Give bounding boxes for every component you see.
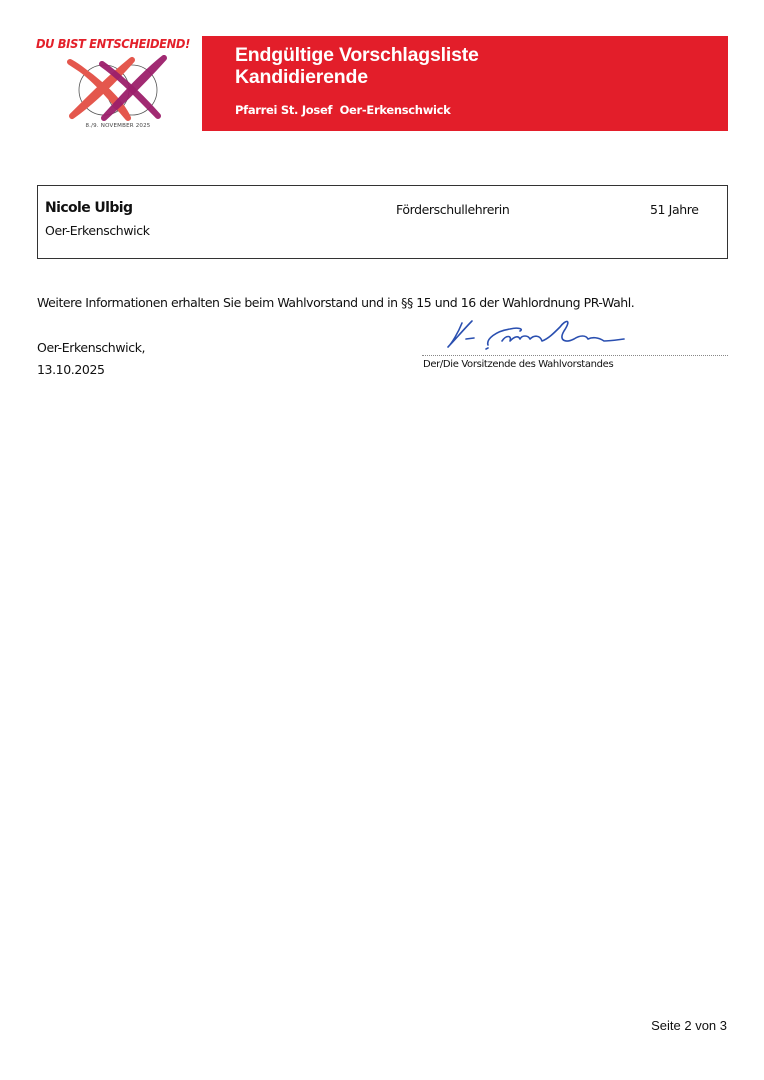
signature-icon <box>440 313 640 355</box>
header-banner <box>202 36 728 131</box>
place-label: Oer-Erkenschwick, <box>37 340 146 355</box>
parish-subtitle: Pfarrei St. Josef Oer-Erkenschwick <box>235 103 451 117</box>
election-logo <box>34 34 202 134</box>
candidate-age: 51 Jahre <box>650 202 699 217</box>
signature-caption: Der/Die Vorsitzende des Wahlvorstandes <box>423 359 614 370</box>
crossed-x-marks-icon <box>62 54 172 124</box>
date-label: 13.10.2025 <box>37 362 105 377</box>
title-line-1: Endgültige Vorschlagsliste <box>235 44 479 66</box>
page-number: Seite 2 von 3 <box>651 1018 727 1033</box>
info-notice: Weitere Informationen erhalten Sie beim Wahlvorstand und in §§ 15 und 16 der Wahlordnung PR-Wahl. <box>37 295 635 310</box>
logo-date: 8./9. NOVEMBER 2025 <box>85 123 151 129</box>
logo-slogan: DU BIST ENTSCHEIDEND! <box>36 36 190 51</box>
candidate-card <box>37 185 728 259</box>
candidate-occupation: Förderschullehrerin <box>396 202 510 217</box>
candidate-name: Nicole Ulbig <box>45 200 133 216</box>
candidate-city: Oer-Erkenschwick <box>45 223 150 238</box>
signature-line <box>422 355 728 356</box>
page-title <box>235 44 479 88</box>
title-line-2: Kandidierende <box>235 66 368 88</box>
